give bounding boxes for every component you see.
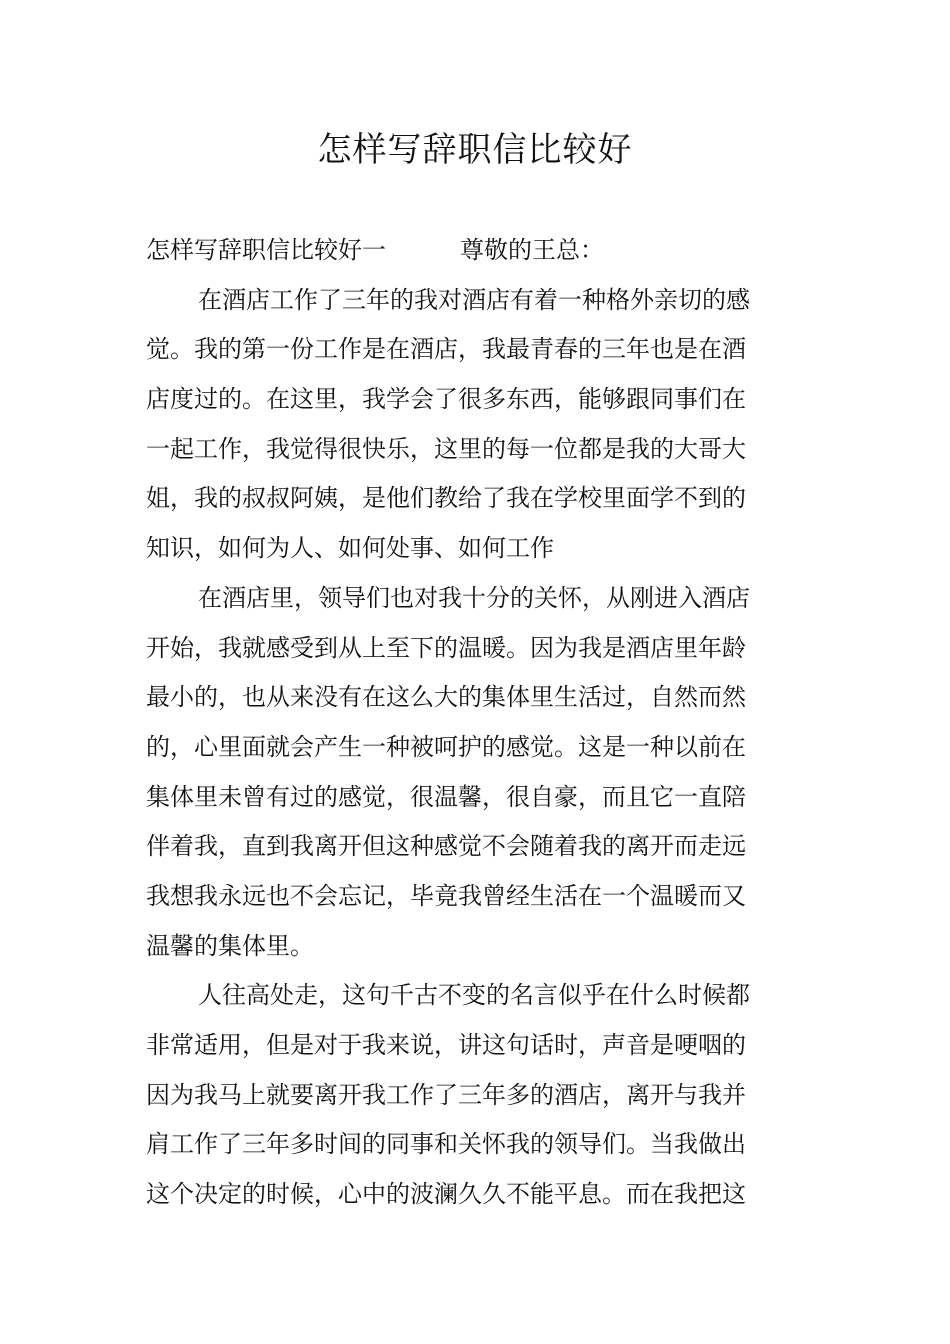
paragraph-line: 觉。我的第一份工作是在酒店，我最青春的三年也是在酒 bbox=[146, 335, 746, 364]
paragraph-line: 在酒店工作了三年的我对酒店有着一种格外亲切的感 bbox=[198, 285, 750, 314]
paragraph-line: 温馨的集体里。 bbox=[146, 931, 314, 960]
paragraph-line: 店度过的。在这里，我学会了很多东西，能够跟同事们在 bbox=[146, 385, 746, 414]
salutation: 尊敬的王总： bbox=[460, 236, 604, 264]
paragraph-line: 伴着我，直到我离开但这种感觉不会随着我的离开而走远 bbox=[146, 832, 746, 861]
paragraph-line: 最小的，也从来没有在这么大的集体里生活过，自然而然 bbox=[146, 683, 746, 712]
paragraph-line: 一起工作，我觉得很快乐，这里的每一位都是我的大哥大 bbox=[146, 434, 746, 463]
paragraph-line: 知识，如何为人、如何处事、如何工作 bbox=[146, 534, 554, 563]
document-body bbox=[146, 226, 808, 1220]
paragraph-line: 因为我马上就要离开我工作了三年多的酒店，离开与我并 bbox=[146, 1080, 746, 1109]
paragraph-line: 开始，我就感受到从上至下的温暖。因为我是酒店里年龄 bbox=[146, 633, 746, 662]
paragraph-line: 姐，我的叔叔阿姨，是他们教给了我在学校里面学不到的 bbox=[146, 484, 746, 513]
heading-line bbox=[146, 226, 808, 276]
paragraph-line: 非常适用，但是对于我来说，讲这句话时，声音是哽咽的 bbox=[146, 1031, 746, 1059]
paragraph-line: 这个决定的时候，心中的波澜久久不能平息。而在我把这 bbox=[146, 1180, 746, 1209]
paragraph-line: 在酒店里，领导们也对我十分的关怀，从刚进入酒店 bbox=[198, 583, 750, 612]
paragraph-line: 的，心里面就会产生一种被呵护的感觉。这是一种以前在 bbox=[146, 732, 746, 761]
paragraph-line: 肩工作了三年多时间的同事和关怀我的领导们。当我做出 bbox=[146, 1130, 746, 1159]
paragraph-line: 集体里未曾有过的感觉，很温馨，很自豪，而且它一直陪 bbox=[146, 782, 746, 811]
paragraph-line: 人往高处走，这句千古不变的名言似乎在什么时候都 bbox=[198, 981, 750, 1010]
heading-prefix: 怎样写辞职信比较好一 bbox=[146, 236, 386, 264]
paragraph-line: 我想我永远也不会忘记，毕竟我曾经生活在一个温暖而又 bbox=[146, 881, 746, 910]
document-title: 怎样写辞职信比较好 bbox=[317, 130, 633, 170]
